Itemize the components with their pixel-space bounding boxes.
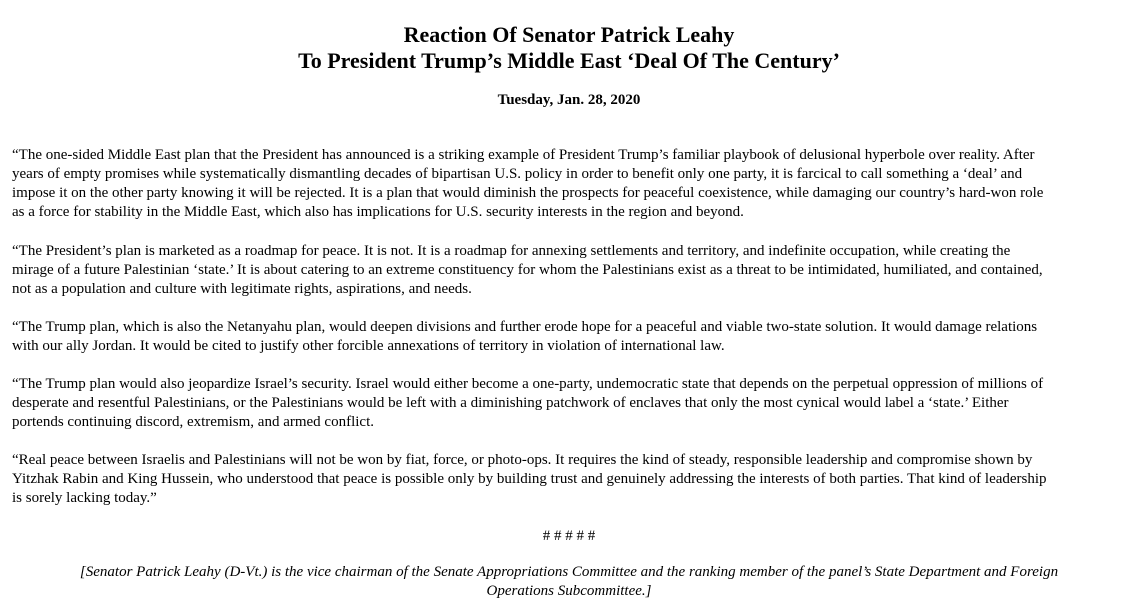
paragraph-line: Yitzhak Rabin and King Hussein, who understood that peace is possible only by building trust and genuinely addressing the interests of both parties. That kind of leadership <box>12 471 1047 487</box>
paragraph-line: years of empty promises while systematically dismantling decades of bipartisan U.S. policy in order to benefit only one party, it is farcical to call something a ‘deal’ and <box>12 166 1023 182</box>
paragraph-line: mirage of a future Palestinian ‘state.’ It is about catering to an extreme constituency for whom the Palestinians exist as a threat to be intimidated, humiliated, and contained, <box>12 262 1043 278</box>
paragraph-line: “The President’s plan is marketed as a roadmap for peace. It is not. It is a roadmap for annexing settlements and territory, and indefinite occupation, while creating the <box>12 243 1011 259</box>
footer-line: [Senator Patrick Leahy (D-Vt.) is the vice chairman of the Senate Appropriations Committee and the ranking member of the panel’s State Department and Foreign <box>79 564 1059 580</box>
paragraph-line: is sorely lacking today.” <box>12 490 157 506</box>
senator-bio-note <box>0 563 1138 601</box>
end-of-statement-separator: # # # # # <box>542 528 596 544</box>
statement-paragraph-5 <box>12 451 1130 508</box>
statement-paragraph-2 <box>12 242 1130 299</box>
statement-paragraph-3 <box>12 318 1130 356</box>
page-title-line1: Reaction Of Senator Patrick Leahy <box>403 22 735 47</box>
paragraph-line: impose it on the other party knowing it will be rejected. It is a plan that would diminish the prospects for peaceful coexistence, while damaging our country’s hard-won role <box>12 185 1044 201</box>
statement-paragraph-1 <box>12 146 1130 222</box>
paragraph-line: “The Trump plan, which is also the Netanyahu plan, would deepen divisions and further erode hope for a peaceful and viable two-state solution. It would damage relations <box>12 319 1038 335</box>
statement-paragraph-4 <box>12 375 1130 432</box>
paragraph-line: with our ally Jordan. It would be cited to justify other forcible annexations of territory in violation of international law. <box>12 338 725 354</box>
paragraph-line: desperate and resentful Palestinians, or the Palestinians would be left with a diminishing patchwork of enclaves that only the most cynical would label a ‘state.’ Either <box>12 395 1009 411</box>
paragraph-line: “Real peace between Israelis and Palestinians will not be won by fiat, force, or photo-ops. It requires the kind of steady, responsible leadership and compromise shown by <box>12 452 1033 468</box>
paragraph-line: as a force for stability in the Middle East, which also has implications for U.S. security interests in the region and beyond. <box>12 204 744 220</box>
release-date: Tuesday, Jan. 28, 2020 <box>497 92 641 108</box>
footer-line: Operations Subcommittee.] <box>486 583 652 599</box>
page-title-line2: To President Trump’s Middle East ‘Deal Of The Century’ <box>298 48 840 73</box>
paragraph-line: portends continuing discord, extremism, and armed conflict. <box>12 414 374 430</box>
paragraph-line: not as a population and culture with legitimate rights, aspirations, and needs. <box>12 281 472 297</box>
paragraph-line: “The Trump plan would also jeopardize Israel’s security. Israel would either become a one-party, undemocratic state that depends on the perpetual oppression of millions of <box>12 376 1044 392</box>
paragraph-line: “The one-sided Middle East plan that the President has announced is a striking example of President Trump’s familiar playbook of delusional hyperbole over reality. After <box>12 147 1035 163</box>
